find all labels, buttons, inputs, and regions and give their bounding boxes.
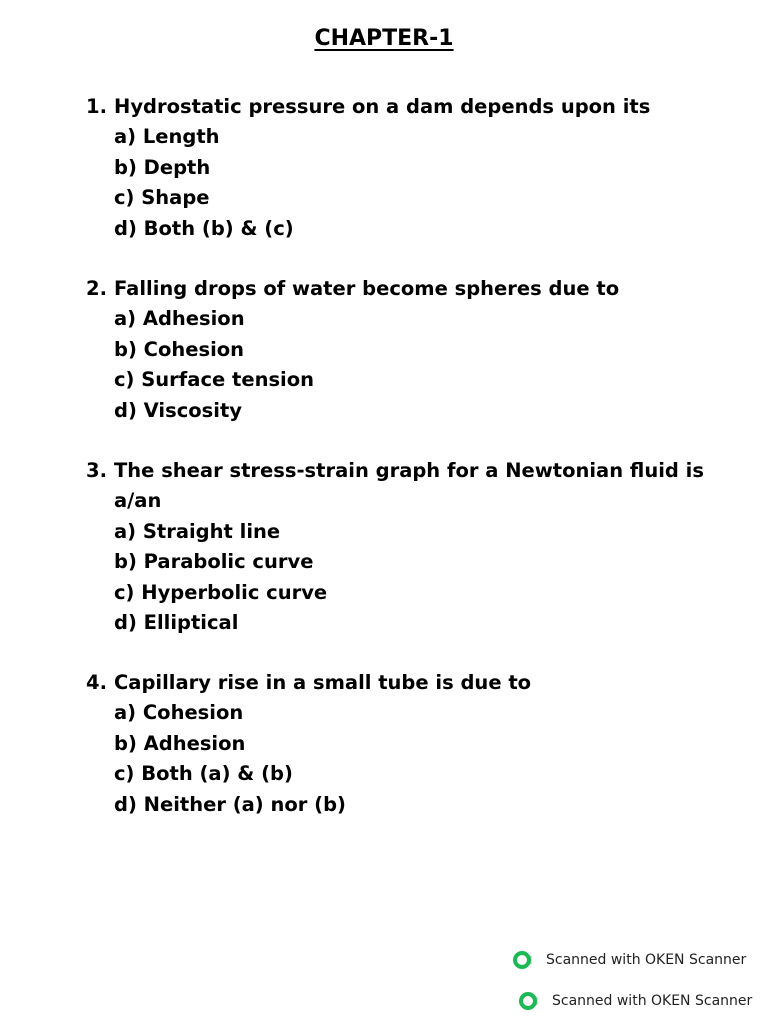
chapter-title-text: CHAPTER-1 [314, 26, 454, 51]
scanner-watermark [518, 991, 752, 1011]
option-d: d) Elliptical [114, 611, 239, 635]
question-1 [86, 92, 726, 244]
question-text: The shear stress-strain graph for a Newtonian fluid is a/an [114, 459, 704, 513]
oken-scanner-logo-icon [512, 950, 532, 970]
question-2 [86, 274, 726, 426]
option-d: d) Neither (a) nor (b) [114, 792, 346, 816]
option-c: c) Both (a) & (b) [114, 762, 293, 786]
question-text: Falling drops of water become spheres due to [114, 277, 620, 300]
watermark-text: Scanned with OKEN Scanner [546, 952, 747, 968]
option-b: b) Adhesion [114, 731, 246, 755]
question-3 [86, 456, 726, 638]
option-c: c) Shape [114, 186, 210, 210]
option-a: a) Length [114, 125, 220, 149]
option-a: a) Cohesion [114, 701, 244, 725]
option-d: d) Viscosity [114, 398, 242, 422]
oken-scanner-logo-icon [518, 991, 538, 1011]
option-b: b) Depth [114, 155, 211, 179]
scanner-watermark [512, 950, 746, 970]
question-number: 1. [86, 95, 107, 118]
watermark-text: Scanned with OKEN Scanner [552, 993, 753, 1009]
option-d: d) Both (b) & (c) [114, 216, 294, 240]
question-4 [86, 668, 726, 820]
question-text: Capillary rise in a small tube is due to [114, 671, 532, 694]
question-text: Hydrostatic pressure on a dam depends upon its [114, 95, 651, 118]
option-a: a) Straight line [114, 519, 281, 543]
question-number: 3. [86, 459, 107, 482]
chapter-title [0, 26, 768, 51]
option-c: c) Surface tension [114, 368, 315, 392]
option-c: c) Hyperbolic curve [114, 580, 328, 604]
option-b: b) Parabolic curve [114, 550, 314, 574]
question-number: 2. [86, 277, 107, 300]
option-b: b) Cohesion [114, 337, 245, 361]
question-number: 4. [86, 671, 107, 694]
option-a: a) Adhesion [114, 307, 245, 331]
